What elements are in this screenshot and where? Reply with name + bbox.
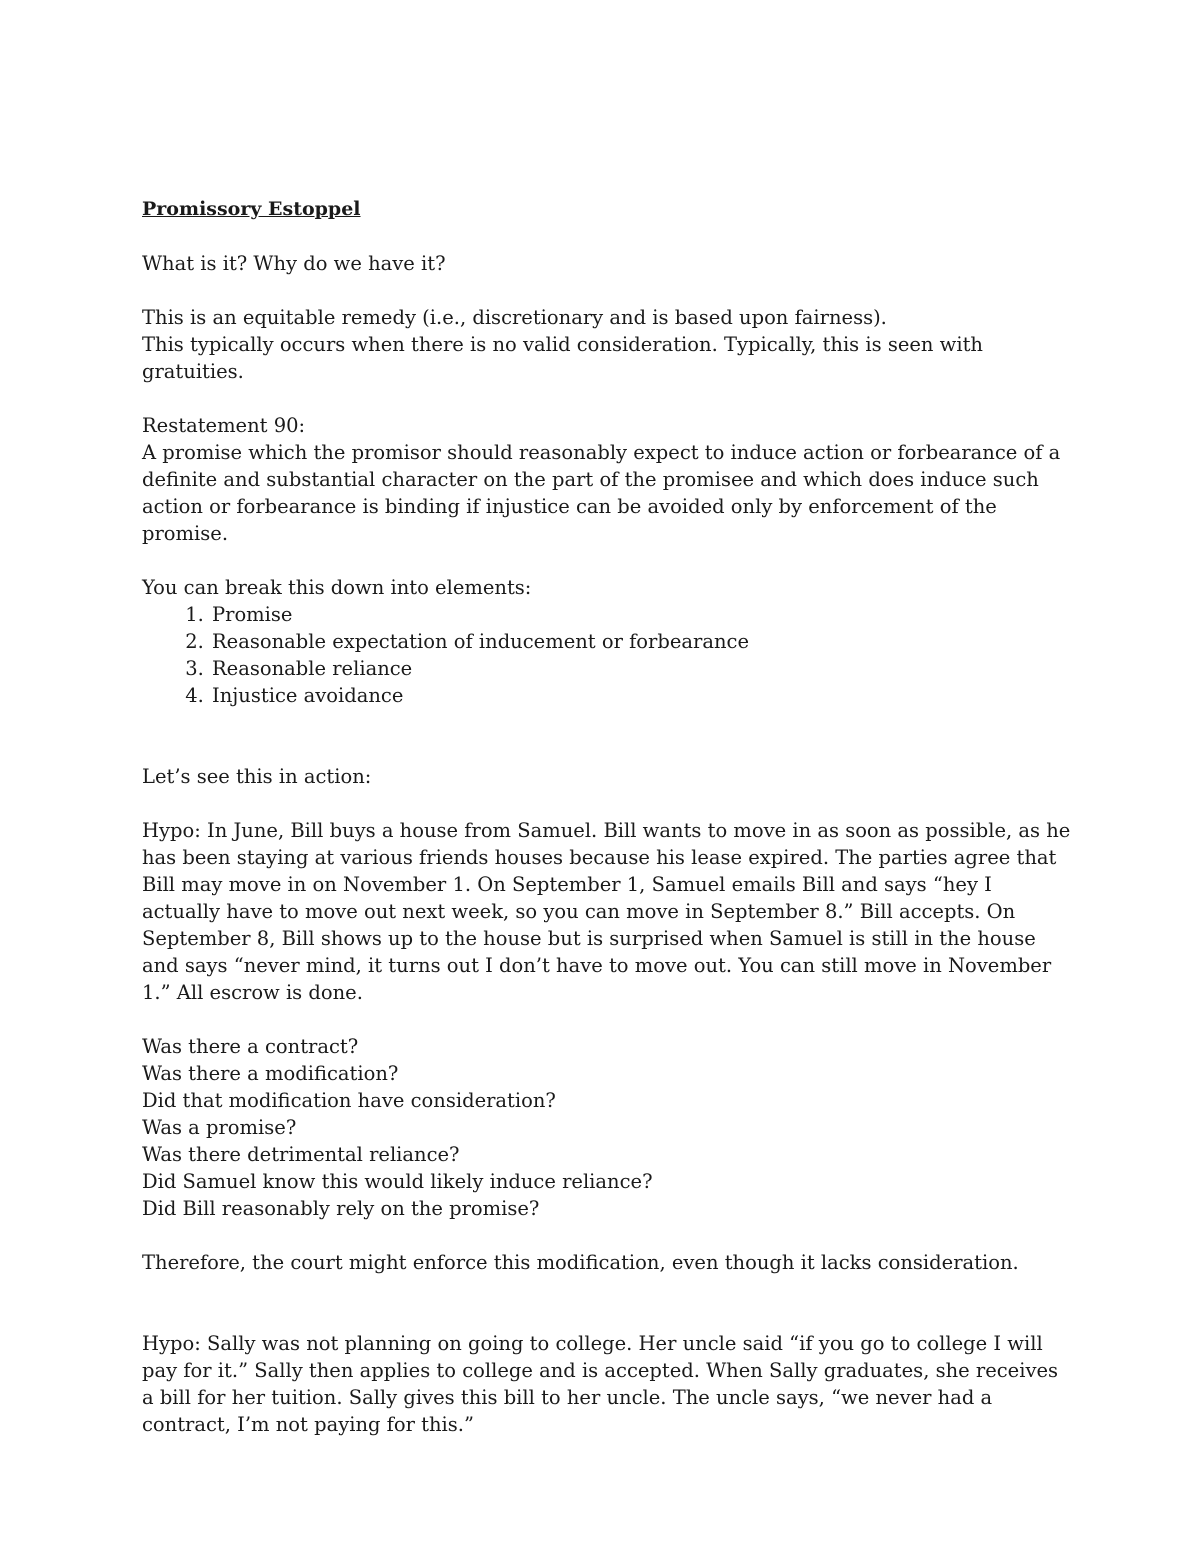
equitable-line-1: This is an equitable remedy (i.e., discretionary and is based upon fairness). (142, 306, 887, 329)
hypo-2: Hypo: Sally was not planning on going to college. Her uncle said “if you go to college I will pay for it.” Sally then applies to college and is accepted. When Sally graduates, she receives a bill for her tuition. Sally gives this bill to her uncle. The uncle says, “we never had a contract, I’m not paying for this.” (142, 1332, 1059, 1436)
element-item: 2. Reasonable expectation of inducement or forbearance (210, 628, 1072, 655)
document-body (142, 196, 1072, 1438)
restatement-text: A promise which the promisor should reasonably expect to induce action or forbearance of a definite and substantial character on the part of the promisee and which does induce such action or forbearance is binding if injustice can be avoided only by enforcement of the promise. (142, 441, 1061, 545)
element-item: 3. Reasonable reliance (210, 655, 1072, 682)
spacer (142, 223, 1072, 250)
restatement-heading: Restatement 90: (142, 414, 306, 437)
spacer (142, 385, 1072, 412)
question-item: Was there a modification? (142, 1062, 399, 1085)
question-item: Was there a contract? (142, 1035, 359, 1058)
question-item: Was there detrimental reliance? (142, 1143, 460, 1166)
spacer (142, 1006, 1072, 1033)
element-item: 4. Injustice avoidance (210, 682, 1072, 709)
action-intro: Let’s see this in action: (142, 765, 372, 788)
elements-list (142, 601, 1072, 709)
equitable-line-2: This typically occurs when there is no valid consideration. Typically, this is seen with gratuities. (142, 333, 983, 383)
spacer (142, 790, 1072, 817)
question-item: Did Samuel know this would likely induce reliance? (142, 1170, 653, 1193)
spacer (142, 1276, 1072, 1330)
question-item: Did Bill reasonably rely on the promise? (142, 1197, 540, 1220)
question-item: Did that modification have consideration? (142, 1089, 556, 1112)
question-item: Was a promise? (142, 1116, 297, 1139)
document-title: Promissory Estoppel (142, 198, 361, 220)
conclusion: Therefore, the court might enforce this modification, even though it lacks consideration. (142, 1251, 1019, 1274)
element-item: 1. Promise (210, 601, 1072, 628)
spacer (142, 1222, 1072, 1249)
spacer (142, 277, 1072, 304)
hypo-1: Hypo: In June, Bill buys a house from Samuel. Bill wants to move in as soon as possible, as he has been staying at various friends houses because his lease expired. The parties agree that Bill may move in on November 1. On September 1, Samuel emails Bill and says “hey I actually have to move out next week, so you can move in September 8.” Bill accepts. On September 8, Bill shows up to the house but is surprised when Samuel is still in the house and says “never mind, it turns out I don’t have to move out. You can still move in November 1.” All escrow is done. (142, 819, 1071, 1004)
elements-intro: You can break this down into elements: (142, 576, 532, 599)
spacer (142, 547, 1072, 574)
intro-question: What is it? Why do we have it? (142, 252, 446, 275)
spacer (142, 709, 1072, 763)
